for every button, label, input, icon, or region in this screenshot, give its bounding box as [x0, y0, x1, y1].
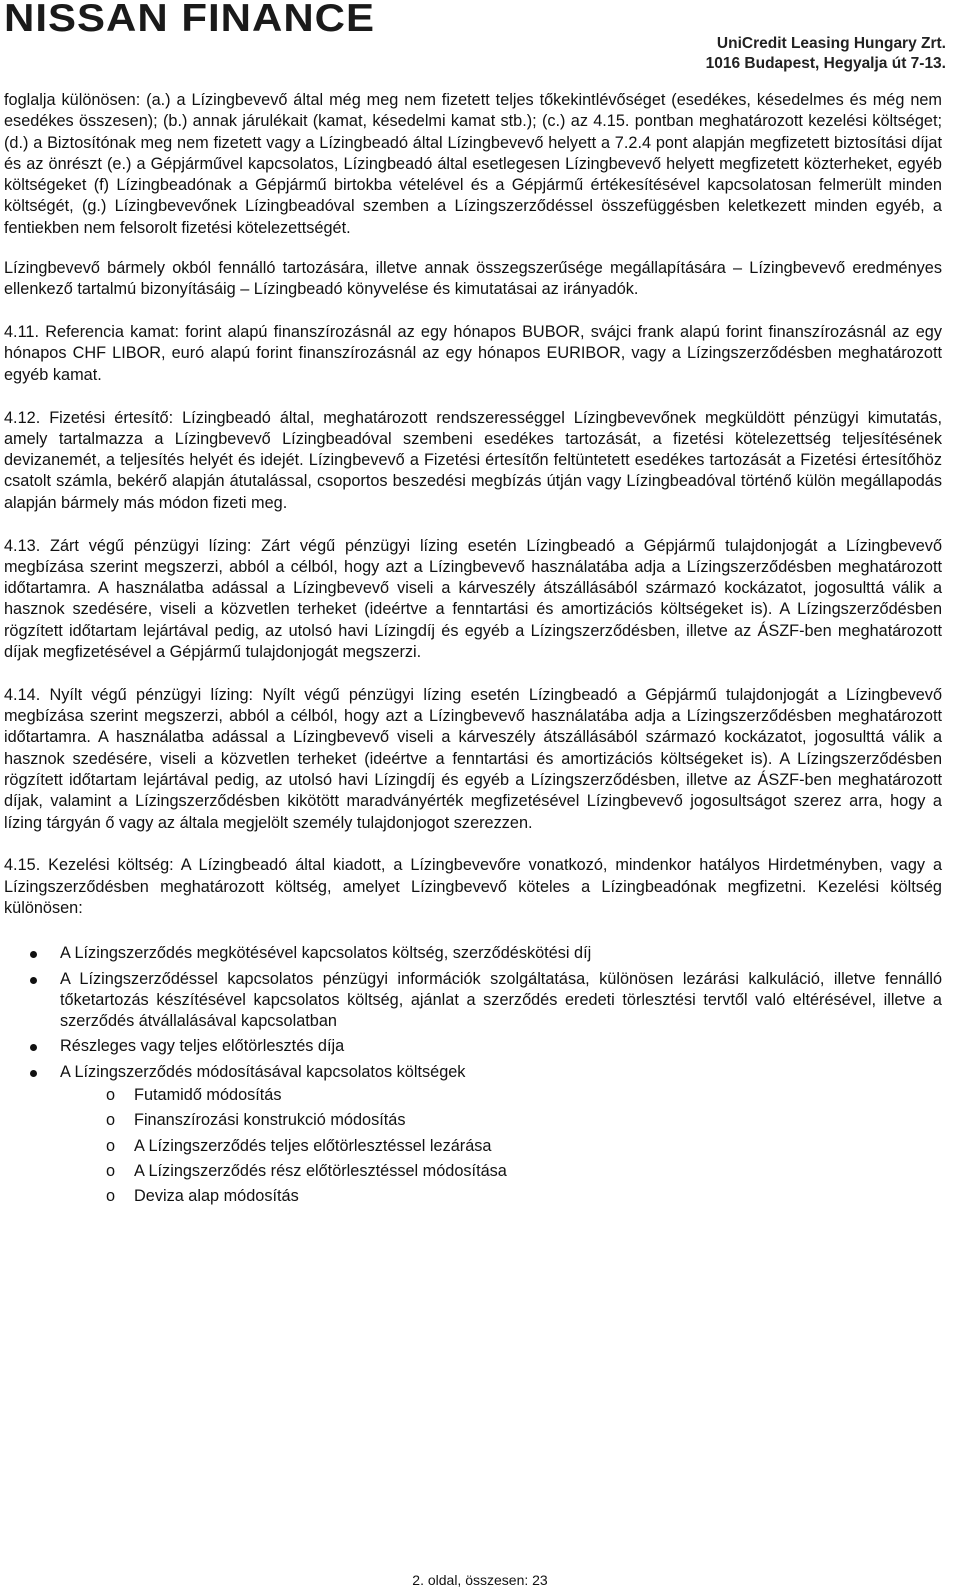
list-item — [4, 1062, 942, 1208]
list-item: A Lízingszerződéssel kapcsolatos pénzügyi információk szolgáltatása, különösen lezárási kalkuláció, illetve fennálló tőketartozás készítésével kapcsolatos költség, ajánlat a szerződés eredeti törlesztési tervtől való eltérésével, illetve a szerződés átvállalásával kapcsolatban — [4, 969, 942, 1033]
section-4-15-handling-fee: 4.15. Kezelési költség: A Lízingbeadó által kiadott, a Lízingbevevőre vonatkozó, mindenkor hatályos Hirdetményben, vagy a Lízingszerződésben meghatározott költség, amelyet Lízingbevevő köteles a Lízingbeadónak megfizetni. Kezelési költség különösen: — [4, 856, 942, 917]
company-name: UniCredit Leasing Hungary Zrt. — [716, 35, 946, 52]
list-item: Részleges vagy teljes előtörlesztés díja — [4, 1036, 942, 1057]
section-4-12-payment-notice: 4.12. Fizetési értesítő: Lízingbeadó által, meghatározott rendszerességgel Lízingbevevőnek megküldött pénzügyi kimutatás, amely tartalmazza a Lízingbevevő Lízingbeadóval szembeni esedékes tartozását, a fizetési kötelezettség teljesítésének devizanemét, a teljesítés helyét és idejét. Lízingbevevő a Fizetési értesítőn feltüntetett esedékes tartozását a Fizetési értesítőhöz csatolt számla, bekérő alapján átutalással, csoportos beszedési megbízás útján vagy Lízingbeadóval történő külön megállapodás alapján bármely más módon fizeti meg. — [4, 408, 942, 512]
paragraph-continuation: foglalja különösen: (a.) a Lízingbevevő által még meg nem fizetett teljes tőkekintlévőséget (esedékes, késedelmes és még nem esedékes összesen); (b.) annak járulékait (kamat, késedelmi kamat stb.); (c.) az 4.15. pontban meghatározott kezelési költséget; (d.) a Biztosítónak meg nem fizetett vagy a Lízingbeadó által Lízingbevevő helyett a 7.2.4 pont alapján megfizetett biztosítási díjat és az önrészt (e.) a Gépjárművel kapcsolatos, Lízingbeadó által esetlegesen Lízingbevevő helyett megfizetett közterheket, egyéb költségeket (f) Lízingbeadónak a Gépjármű birtokba vételével és a Gépjármű értékesítésével kapcsolatosan felmerült minden költségét, (g.) Lízingbevevőnek Lízingbeadóval szemben a Lízingszerződéssel összefüggésben keletkezett minden egyéb, a fentiekben nem felsorolt fizetési kötelezettségét. — [4, 91, 942, 237]
sub-list-item: o Finanszírozási konstrukció módosítás — [60, 1110, 942, 1131]
nissan-finance-logo: NISSAN FINANCE — [4, 0, 376, 40]
sub-list-item: o A Lízingszerződés rész előtörlesztéssel módosítása — [60, 1161, 942, 1182]
page-number: 2. oldal, összesen: 23 — [412, 1572, 548, 1588]
list-item: A Lízingszerződés megkötésével kapcsolatos költség, szerződéskötési díj — [4, 943, 942, 964]
company-info — [706, 34, 946, 74]
sub-list-item: o Deviza alap módosítás — [60, 1186, 942, 1207]
document-body — [4, 90, 942, 1212]
list-item-label: A Lízingszerződés módosításával kapcsolatos költségek — [60, 1062, 466, 1081]
section-4-14-open-end-lease: 4.14. Nyílt végű pénzügyi lízing: Nyílt végű pénzügyi lízing esetén Lízingbeadó a Gépjármű tulajdonjogát a Lízingbevevő megbízása szerint megszerzi, abból a célból, hogy azt a Lízingbevevő használatába adja a Lízingszerződésben meghatározott időtartamra. A használatba adással a Lízingbevevő viseli a kárveszély átszállásából származó kockázatot, jogosulttá válik a hasznok szedésére, viseli a közvetlen terheket (ideértve a fenntartási és amortizációs költségeket is). A Lízingszerződésben rögzített időtartam lejártával pedig, az utolsó havi Lízingdíj és egyéb a Lízingszerződésben, illetve az ÁSZF-ben meghatározott díjak, valamint a Lízingszerződésben kikötött maradványérték megfizetésével Lízingbevevő jogosultságot szerez arra, hogy a lízing tárgyán ő vagy az általa megjelölt személy tulajdonjogot szerezzen. — [4, 685, 942, 832]
handling-fee-list — [4, 943, 942, 1207]
modification-sub-list — [60, 1085, 942, 1207]
sub-list-item: o Futamidő módosítás — [60, 1085, 942, 1106]
paragraph-debt-assessment: Lízingbevevő bármely okból fennálló tartozására, illetve annak összegszerűsége megállapítására – Lízingbevevő eredményes ellenkező tartalmú bizonyításáig – Lízingbeadó könyvelése és kimutatásai az irányadók. — [4, 259, 942, 299]
sub-list-item: o A Lízingszerződés teljes előtörlesztéssel lezárása — [60, 1136, 942, 1157]
company-address: 1016 Budapest, Hegyalja út 7-13. — [705, 55, 946, 72]
page-header — [0, 0, 960, 80]
section-4-11-reference-rate: 4.11. Referencia kamat: forint alapú finanszírozásnál az egy hónapos BUBOR, svájci frank alapú forint finanszírozásnál az egy hónapos CHF LIBOR, euró alapú forint finanszírozásnál az egy hónapos EURIBOR, vagy a Lízingszerződésben meghatározott egyéb kamat. — [4, 323, 942, 384]
section-4-13-closed-end-lease: 4.13. Zárt végű pénzügyi lízing: Zárt végű pénzügyi lízing esetén Lízingbeadó a Gépjármű tulajdonjogát a Lízingbevevő megbízása szerint megszerzi, abból a célból, hogy azt a Lízingbevevő használatába adja a Lízingszerződésben meghatározott időtartamra. A használatba adással a Lízingbevevő viseli a kárveszély átszállásából származó kockázatot, jogosulttá válik a hasznok szedésére, viseli a közvetlen terheket (ideértve a fenntartási és amortizációs költségeket is). A Lízingszerződésben rögzített időtartam lejártával pedig, az utolsó havi Lízingdíj és egyéb a Lízingszerződésben, illetve az ÁSZF-ben meghatározott díjak megfizetésével a Gépjármű tulajdonjogát megszerzi. — [4, 536, 942, 662]
